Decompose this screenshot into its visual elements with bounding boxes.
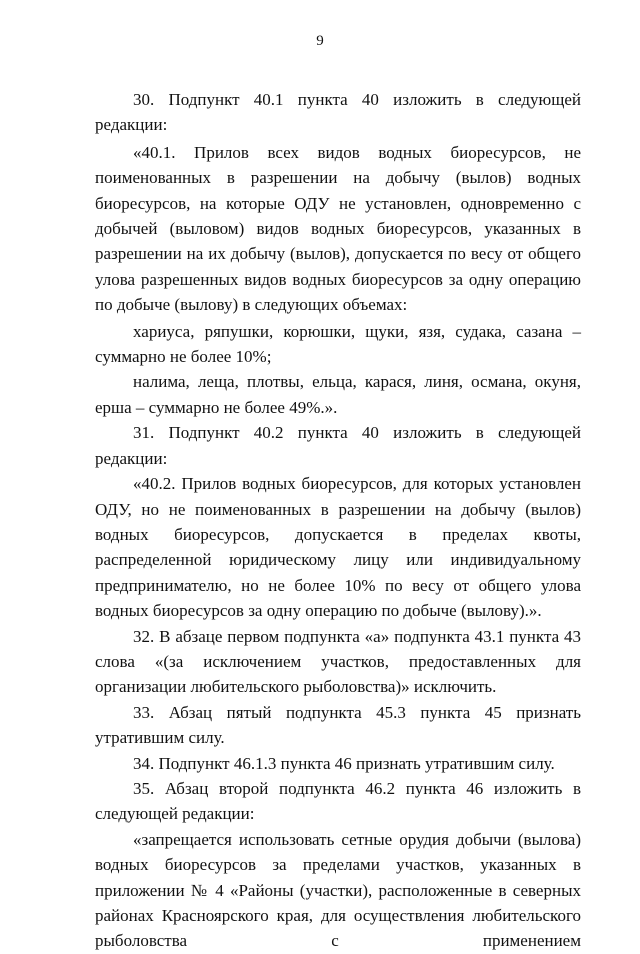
paragraph-quote: «запрещается использовать сетные орудия добычи (вылова) водных биоресурсов за пределами участков, указанных в приложении № 4 «Районы (участки), расположенные в северных районах Красноярского края, для осуществления любительского рыболовства с применением [95,829,581,951]
paragraph-30: 30. Подпункт 40.1 пункта 40 изложить в следующей редакции: [95,90,581,135]
paragraph-40-2: «40.2. Прилов водных биоресурсов, для которых установлен ОДУ, но не поименованных в разрешении на добычу (вылов) водных биоресурсов, допускается в пределах квоты, распределенной юридическому лицу или индивидуальному предпринимателю, но не более 10% по весу от общего улова водных биоресурсов за одну операцию по добыче (вылову).». [95,474,581,621]
paragraph-31: 31. Подпункт 40.2 пункта 40 изложить в следующей редакции: [95,423,581,468]
paragraph-34: 34. Подпункт 46.1.3 пункта 46 признать утратившим силу. [133,753,555,773]
paragraph-40-1: «40.1. Прилов всех видов водных биоресурсов, не поименованных в разрешении на добычу (вылов) водных биоресурсов, на которые ОДУ не установлен, одновременно с добычей (выловом) видов водных биоресурсов, указанных в разрешении на их добычу (вылов), допускается по весу от общего улова разрешенных видов водных биоресурсов за одну операцию по добыче (вылову) в следующих объемах: [95,142,581,315]
paragraph-list-1: хариуса, ряпушки, корюшки, щуки, язя, судака, сазана – суммарно не более 10%; [95,321,581,367]
page-number: 9 [316,33,324,49]
document-body [95,87,581,954]
paragraph-33: 33. Абзац пятый подпункта 45.3 пункта 45 признать утратившим силу. [95,702,581,748]
paragraph-35: 35. Абзац второй подпункта 46.2 пункта 46 изложить в следующей редакции: [95,778,581,824]
paragraph-list-2: налима, леща, плотвы, ельца, карася, линя, османа, окуня, ерша – суммарно не более 49%.». [95,372,581,417]
paragraph-32: 32. В абзаце первом подпункта «а» подпункта 43.1 пункта 43 слова «(за исключением участков, предоставленных для организации любительского рыболовства)» исключить. [95,626,581,697]
